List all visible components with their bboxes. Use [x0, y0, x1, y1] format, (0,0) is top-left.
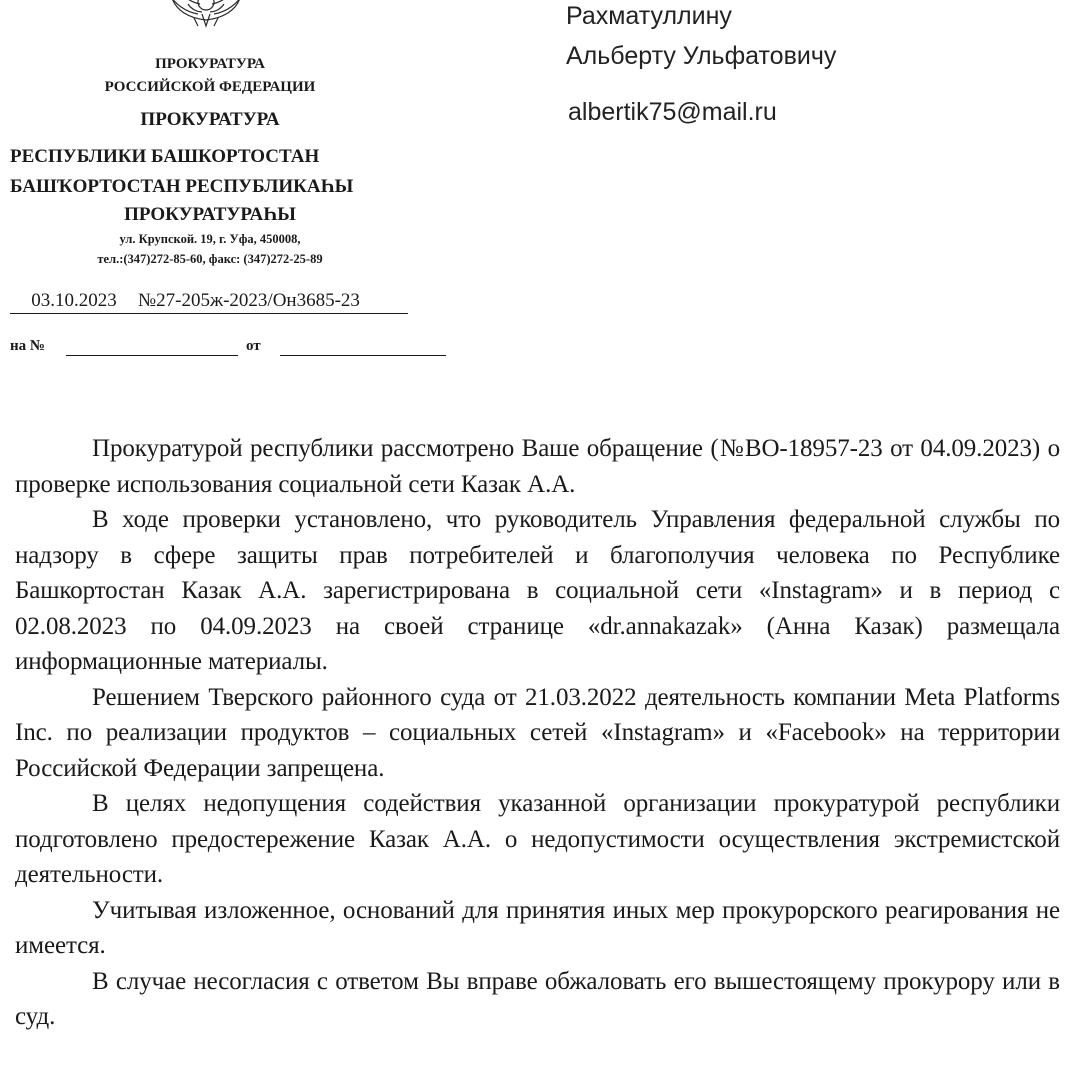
org-name-line-6: ПРОКУРАТУРАҺЫ: [124, 204, 296, 225]
org-address: ул. Крупской. 19, г. Уфа, 450008,: [119, 232, 301, 246]
body-paragraph-2: В ходе проверки установлено, что руководитель Управления федеральной службы по надзору в сфере защиты прав потребителей и благополучия человека по Республике Башкортостан Казак А.А. зарегистрирована в социальной сети «Instagram» и в период с 02.08.2023 по 04.09.2023 на своей странице «dr.annakazak» (Анна Казак) размещала информационные материалы.: [15, 506, 1060, 675]
org-name-line-3: ПРОКУРАТУРА: [140, 109, 280, 130]
registration-date: 03.10.2023: [10, 290, 138, 314]
body-paragraph-1: Прокуратурой республики рассмотрено Ваше обращение (№ВО-18957-23 от 04.09.2023) о проверке использования социальной сети Казак А.А.: [15, 435, 1060, 498]
registration-number: №27-205ж-2023/Он3685-23: [138, 290, 408, 314]
org-name-line-1: ПРОКУРАТУРА: [155, 56, 265, 72]
reply-number-label: на №: [10, 338, 45, 354]
org-name-line-2: РОССИЙСКОЙ ФЕДЕРАЦИИ: [104, 79, 316, 95]
addressee-surname: Рахматуллину: [566, 2, 732, 30]
reply-date-blank: [280, 355, 446, 356]
body-paragraph-5: Учитывая изложенное, оснований для принятия иных мер прокурорского реагирования не имеется.: [15, 896, 1060, 959]
reply-reference-line: [10, 338, 440, 364]
registration-line: [10, 290, 410, 320]
org-name-line-4: РЕСПУБЛИКИ БАШКОРТОСТАН: [10, 146, 320, 167]
reply-number-blank: [66, 355, 238, 356]
addressee-email: albertik75@mail.ru: [568, 98, 777, 126]
addressee-name: Альберту Ульфатовичу: [566, 42, 837, 70]
letter-body: [15, 431, 1060, 1035]
double-headed-eagle-emblem: [158, 0, 254, 28]
reply-from-label: от: [246, 338, 261, 354]
org-name-line-5: БАШҠОРТОСТАН РЕСПУБЛИКАҺЫ: [10, 176, 354, 197]
body-paragraph-4: В целях недопущения содействия указанной организации прокуратурой республики подготовлено предостережение Казак А.А. о недопустимости осуществления экстремистской деятельности.: [15, 790, 1060, 888]
body-paragraph-3: Решением Тверского районного суда от 21.03.2022 деятельность компании Meta Platforms Inc. по реализации продуктов – социальных сетей «Instagram» и «Facebook» на территории Российской Федерации запрещена.: [15, 683, 1060, 782]
org-phone: тел.:(347)272-85-60, факс: (347)272-25-89: [97, 252, 323, 266]
body-paragraph-6: В случае несогласия с ответом Вы вправе обжаловать его вышестоящему прокурору или в суд.: [15, 967, 1060, 1030]
